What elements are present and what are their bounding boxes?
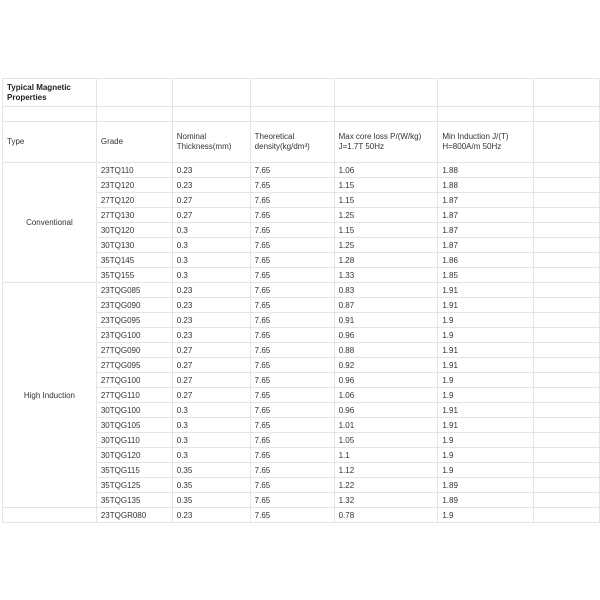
core-loss-cell: 1.25	[334, 208, 438, 223]
header-core-loss: Max core loss P/(W/kg) J=1.7T 50Hz	[334, 122, 438, 163]
empty-cell	[250, 107, 334, 122]
empty-cell	[534, 373, 600, 388]
core-loss-cell: 1.01	[334, 418, 438, 433]
empty-cell	[3, 107, 97, 122]
thickness-cell: 0.23	[172, 283, 250, 298]
empty-cell	[534, 358, 600, 373]
empty-cell	[534, 448, 600, 463]
thickness-cell: 0.3	[172, 403, 250, 418]
core-loss-cell: 0.91	[334, 313, 438, 328]
core-loss-cell: 0.96	[334, 373, 438, 388]
induction-cell: 1.91	[438, 418, 534, 433]
density-cell: 7.65	[250, 208, 334, 223]
table-row	[3, 283, 600, 298]
grade-cell: 27TQG100	[96, 373, 172, 388]
thickness-cell: 0.3	[172, 238, 250, 253]
induction-cell: 1.9	[438, 508, 534, 523]
empty-cell	[438, 107, 534, 122]
empty-cell	[534, 343, 600, 358]
density-cell: 7.65	[250, 298, 334, 313]
empty-cell	[250, 79, 334, 107]
induction-cell: 1.9	[438, 388, 534, 403]
density-cell: 7.65	[250, 343, 334, 358]
empty-cell	[534, 163, 600, 178]
core-loss-cell: 1.15	[334, 193, 438, 208]
empty-cell	[534, 193, 600, 208]
core-loss-cell: 1.33	[334, 268, 438, 283]
induction-cell: 1.85	[438, 268, 534, 283]
empty-cell	[96, 79, 172, 107]
thickness-cell: 0.35	[172, 493, 250, 508]
thickness-cell: 0.23	[172, 298, 250, 313]
core-loss-cell: 1.22	[334, 478, 438, 493]
empty-cell	[534, 79, 600, 107]
grade-cell: 35TQ145	[96, 253, 172, 268]
thickness-cell: 0.3	[172, 253, 250, 268]
grade-cell: 30TQG120	[96, 448, 172, 463]
core-loss-cell: 1.12	[334, 463, 438, 478]
induction-cell: 1.91	[438, 283, 534, 298]
thickness-cell: 0.27	[172, 343, 250, 358]
induction-cell: 1.91	[438, 343, 534, 358]
induction-cell: 1.91	[438, 358, 534, 373]
induction-cell: 1.87	[438, 238, 534, 253]
induction-cell: 1.87	[438, 223, 534, 238]
core-loss-cell: 0.83	[334, 283, 438, 298]
induction-cell: 1.9	[438, 328, 534, 343]
density-cell: 7.65	[250, 403, 334, 418]
empty-cell	[534, 208, 600, 223]
thickness-cell: 0.3	[172, 418, 250, 433]
density-cell: 7.65	[250, 463, 334, 478]
type-cell: Conventional	[3, 163, 97, 283]
core-loss-cell: 0.78	[334, 508, 438, 523]
grade-cell: 23TQ120	[96, 178, 172, 193]
density-cell: 7.65	[250, 178, 334, 193]
thickness-cell: 0.35	[172, 478, 250, 493]
grade-cell: 30TQ120	[96, 223, 172, 238]
thickness-cell: 0.3	[172, 268, 250, 283]
empty-cell	[334, 107, 438, 122]
grade-cell: 27TQ120	[96, 193, 172, 208]
grade-cell: 30TQG105	[96, 418, 172, 433]
grade-cell: 27TQ130	[96, 208, 172, 223]
induction-cell: 1.91	[438, 403, 534, 418]
thickness-cell: 0.23	[172, 163, 250, 178]
magnetic-properties-table	[2, 78, 600, 523]
density-cell: 7.65	[250, 373, 334, 388]
empty-cell	[534, 238, 600, 253]
table-row	[3, 508, 600, 523]
grade-cell: 27TQG095	[96, 358, 172, 373]
induction-cell: 1.87	[438, 193, 534, 208]
induction-cell: 1.9	[438, 313, 534, 328]
empty-cell	[534, 122, 600, 163]
core-loss-cell: 0.96	[334, 403, 438, 418]
thickness-cell: 0.3	[172, 448, 250, 463]
core-loss-cell: 1.32	[334, 493, 438, 508]
thickness-cell: 0.35	[172, 463, 250, 478]
thickness-cell: 0.27	[172, 193, 250, 208]
grade-cell: 27TQG110	[96, 388, 172, 403]
induction-cell: 1.9	[438, 463, 534, 478]
density-cell: 7.65	[250, 163, 334, 178]
empty-cell	[534, 178, 600, 193]
thickness-cell: 0.27	[172, 358, 250, 373]
empty-cell	[534, 283, 600, 298]
type-cell: High Induction	[3, 283, 97, 508]
empty-cell	[334, 79, 438, 107]
empty-cell	[534, 223, 600, 238]
empty-cell	[534, 403, 600, 418]
grade-cell: 30TQ130	[96, 238, 172, 253]
title-row	[3, 79, 600, 107]
empty-cell	[534, 508, 600, 523]
header-grade: Grade	[96, 122, 172, 163]
core-loss-cell: 0.92	[334, 358, 438, 373]
induction-cell: 1.88	[438, 163, 534, 178]
grade-cell: 23TQG100	[96, 328, 172, 343]
empty-cell	[172, 79, 250, 107]
type-cell	[3, 508, 97, 523]
table-body	[3, 79, 600, 523]
empty-cell	[534, 463, 600, 478]
induction-cell: 1.88	[438, 178, 534, 193]
core-loss-cell: 1.25	[334, 238, 438, 253]
thickness-cell: 0.3	[172, 433, 250, 448]
induction-cell: 1.89	[438, 478, 534, 493]
core-loss-cell: 1.28	[334, 253, 438, 268]
density-cell: 7.65	[250, 238, 334, 253]
thickness-cell: 0.23	[172, 178, 250, 193]
spacer-row	[3, 107, 600, 122]
empty-cell	[534, 268, 600, 283]
grade-cell: 23TQG095	[96, 313, 172, 328]
header-row	[3, 122, 600, 163]
thickness-cell: 0.23	[172, 328, 250, 343]
thickness-cell: 0.27	[172, 373, 250, 388]
header-density: Theoretical density(kg/dm³)	[250, 122, 334, 163]
empty-cell	[534, 328, 600, 343]
empty-cell	[534, 107, 600, 122]
density-cell: 7.65	[250, 223, 334, 238]
empty-cell	[534, 493, 600, 508]
core-loss-cell: 1.15	[334, 178, 438, 193]
density-cell: 7.65	[250, 358, 334, 373]
density-cell: 7.65	[250, 448, 334, 463]
page-background	[0, 540, 600, 600]
header-type: Type	[3, 122, 97, 163]
induction-cell: 1.9	[438, 373, 534, 388]
density-cell: 7.65	[250, 253, 334, 268]
density-cell: 7.65	[250, 328, 334, 343]
table-row	[3, 163, 600, 178]
thickness-cell: 0.27	[172, 388, 250, 403]
header-thickness: Nominal Thickness(mm)	[172, 122, 250, 163]
core-loss-cell: 1.06	[334, 388, 438, 403]
core-loss-cell: 1.05	[334, 433, 438, 448]
induction-cell: 1.89	[438, 493, 534, 508]
density-cell: 7.65	[250, 478, 334, 493]
grade-cell: 35TQG135	[96, 493, 172, 508]
core-loss-cell: 1.1	[334, 448, 438, 463]
empty-cell	[438, 79, 534, 107]
core-loss-cell: 0.87	[334, 298, 438, 313]
table-title: Typical Magnetic Properties	[3, 79, 97, 107]
empty-cell	[534, 478, 600, 493]
density-cell: 7.65	[250, 268, 334, 283]
density-cell: 7.65	[250, 313, 334, 328]
induction-cell: 1.87	[438, 208, 534, 223]
density-cell: 7.65	[250, 193, 334, 208]
core-loss-cell: 0.88	[334, 343, 438, 358]
density-cell: 7.65	[250, 418, 334, 433]
grade-cell: 27TQG090	[96, 343, 172, 358]
density-cell: 7.65	[250, 433, 334, 448]
core-loss-cell: 1.15	[334, 223, 438, 238]
empty-cell	[96, 107, 172, 122]
density-cell: 7.65	[250, 388, 334, 403]
density-cell: 7.65	[250, 508, 334, 523]
thickness-cell: 0.27	[172, 208, 250, 223]
empty-cell	[534, 433, 600, 448]
grade-cell: 23TQG085	[96, 283, 172, 298]
induction-cell: 1.9	[438, 448, 534, 463]
empty-cell	[172, 107, 250, 122]
induction-cell: 1.86	[438, 253, 534, 268]
density-cell: 7.65	[250, 493, 334, 508]
thickness-cell: 0.23	[172, 508, 250, 523]
empty-cell	[534, 298, 600, 313]
empty-cell	[534, 253, 600, 268]
grade-cell: 23TQG090	[96, 298, 172, 313]
grade-cell: 30TQG100	[96, 403, 172, 418]
empty-cell	[534, 418, 600, 433]
thickness-cell: 0.3	[172, 223, 250, 238]
density-cell: 7.65	[250, 283, 334, 298]
core-loss-cell: 1.06	[334, 163, 438, 178]
induction-cell: 1.9	[438, 433, 534, 448]
empty-cell	[534, 388, 600, 403]
grade-cell: 23TQGR080	[96, 508, 172, 523]
induction-cell: 1.91	[438, 298, 534, 313]
grade-cell: 35TQG115	[96, 463, 172, 478]
grade-cell: 35TQG125	[96, 478, 172, 493]
grade-cell: 30TQG110	[96, 433, 172, 448]
grade-cell: 35TQ155	[96, 268, 172, 283]
grade-cell: 23TQ110	[96, 163, 172, 178]
empty-cell	[534, 313, 600, 328]
thickness-cell: 0.23	[172, 313, 250, 328]
core-loss-cell: 0.96	[334, 328, 438, 343]
header-induction: Min Induction J/(T) H=800A/m 50Hz	[438, 122, 534, 163]
